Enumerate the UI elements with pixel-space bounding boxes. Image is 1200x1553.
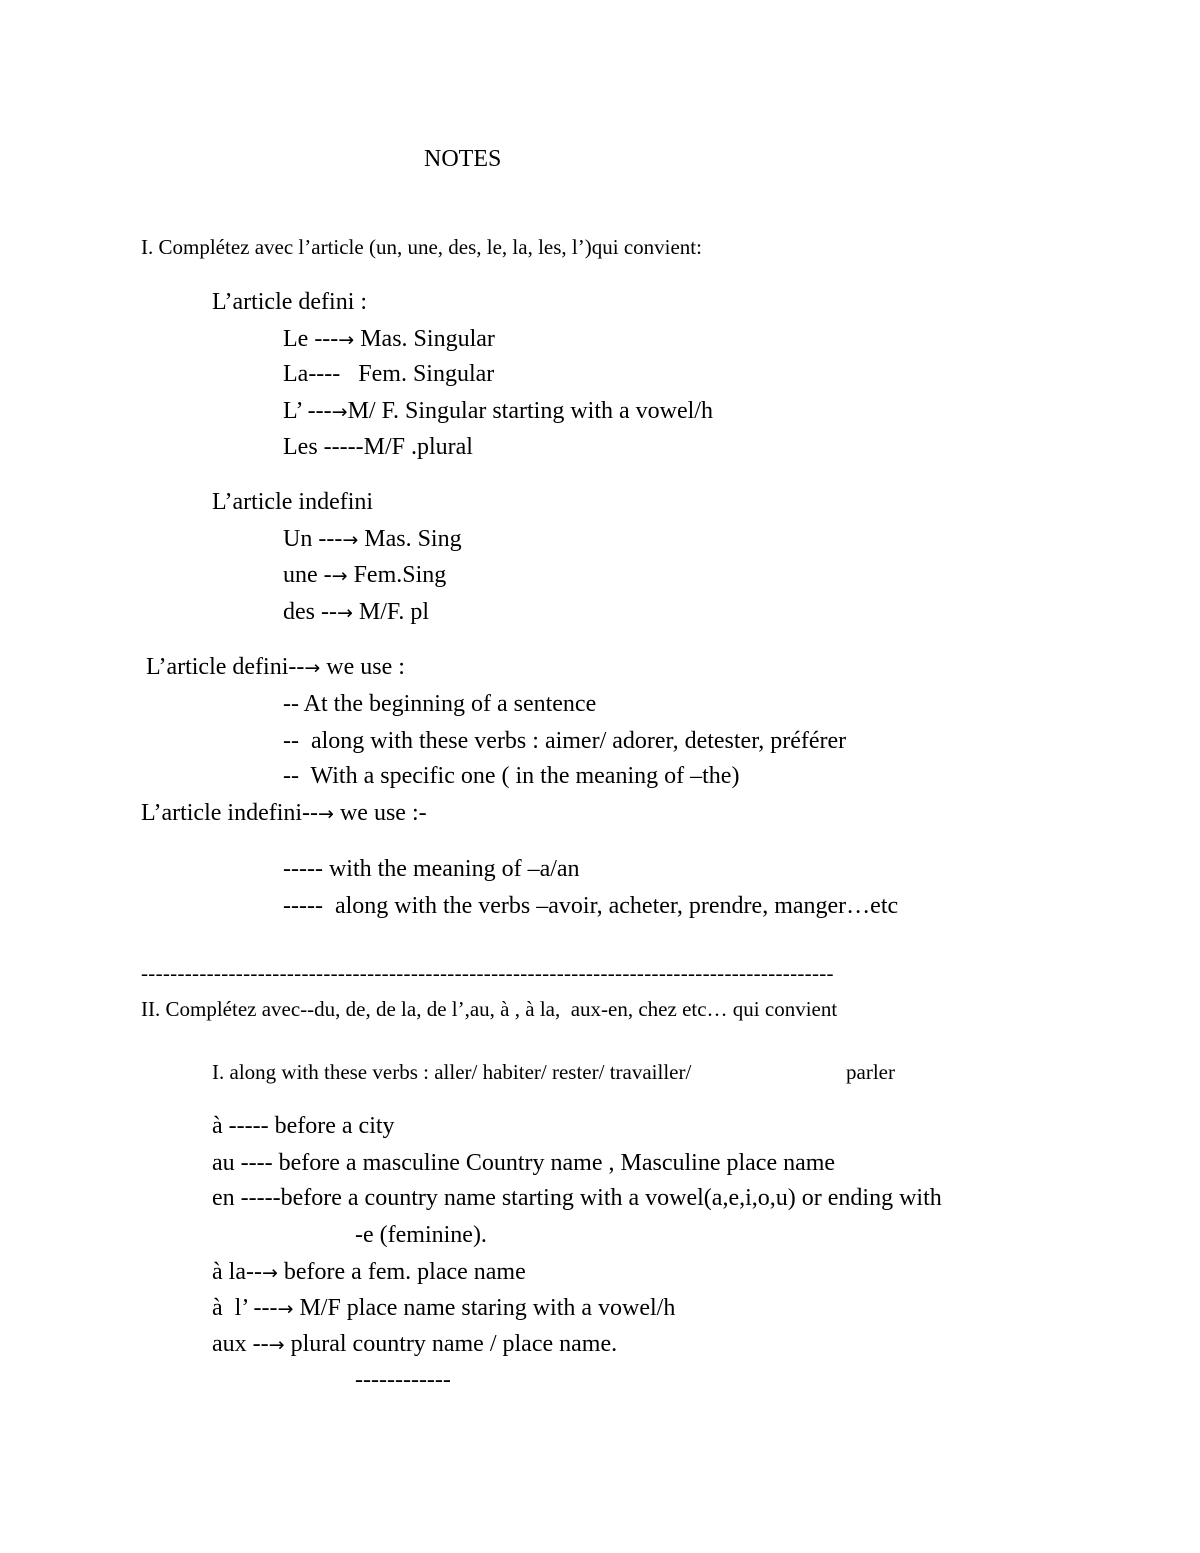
arrow-right-icon: → bbox=[338, 329, 355, 351]
rule-text: M/F place name staring with a vowel/h bbox=[293, 1295, 676, 1321]
arrow-right-icon: → bbox=[304, 657, 321, 679]
definite-article-label: L’article defini : bbox=[212, 289, 368, 315]
rule-prefix: à la-- bbox=[212, 1259, 262, 1285]
usage-definite-item: -- along with these verbs : aimer/ adorer, detester, préférer bbox=[283, 728, 847, 754]
definite-row-le bbox=[283, 327, 495, 351]
row-text: Fem.Sing bbox=[347, 562, 447, 588]
usage-indefinite-item: ----- with the meaning of –a/an bbox=[283, 856, 580, 882]
definite-row-les: Les -----M/F .plural bbox=[283, 434, 473, 460]
rule-prefix: aux -- bbox=[212, 1331, 269, 1357]
arrow-right-icon: → bbox=[331, 565, 348, 587]
usage-definite-item: -- With a specific one ( in the meaning of –the) bbox=[283, 763, 740, 789]
row-prefix: une - bbox=[283, 562, 332, 588]
usage-definite-item: -- At the beginning of a sentence bbox=[283, 691, 597, 717]
usage-indefinite-heading bbox=[141, 801, 427, 825]
section-separator: ----------------------------------------------------------------------------------------------- bbox=[141, 961, 834, 985]
section-2-subheading: I. along with these verbs : aller/ habiter/ rester/ travailler/ bbox=[212, 1060, 692, 1084]
section-2-heading: II. Complétez avec--du, de, de la, de l’,au, à , à la, aux-en, chez etc… qui convient bbox=[141, 997, 838, 1021]
usage-indefinite-item: ----- along with the verbs –avoir, acheter, prendre, manger…etc bbox=[283, 893, 899, 919]
usage-text: we use : bbox=[320, 654, 405, 680]
indefinite-article-label: L’article indefini bbox=[212, 489, 374, 515]
usage-prefix: L’article defini-- bbox=[146, 654, 305, 680]
usage-definite-heading bbox=[146, 655, 405, 679]
indefinite-row-des bbox=[283, 600, 429, 624]
row-text: Mas. Sing bbox=[358, 526, 462, 552]
row-prefix: Un --- bbox=[283, 526, 343, 552]
row-prefix: des -- bbox=[283, 599, 337, 625]
rule-a-l bbox=[212, 1296, 675, 1320]
rule-aux bbox=[212, 1332, 617, 1356]
row-prefix: Le --- bbox=[283, 326, 339, 352]
definite-row-l bbox=[283, 399, 713, 423]
arrow-right-icon: → bbox=[331, 401, 348, 423]
rule-au: au ---- before a masculine Country name , Masculine place name bbox=[212, 1150, 836, 1176]
definite-row-la: La---- Fem. Singular bbox=[283, 361, 495, 387]
arrow-right-icon: → bbox=[277, 1298, 294, 1320]
row-prefix: L’ --- bbox=[283, 398, 332, 424]
indefinite-row-une bbox=[283, 563, 446, 587]
usage-text: we use :- bbox=[333, 800, 427, 826]
section-1-heading: I. Complétez avec l’article (un, une, des, le, la, les, l’)qui convient: bbox=[141, 235, 702, 259]
indefinite-row-un bbox=[283, 527, 462, 551]
row-text: M/ F. Singular starting with a vowel/h bbox=[347, 398, 713, 424]
end-dashes: ------------ bbox=[355, 1367, 451, 1393]
arrow-right-icon: → bbox=[336, 602, 353, 624]
rule-prefix: à l’ --- bbox=[212, 1295, 278, 1321]
usage-prefix: L’article indefini-- bbox=[141, 800, 319, 826]
rule-en: en -----before a country name starting with a vowel(a,e,i,o,u) or ending with bbox=[212, 1185, 942, 1211]
arrow-right-icon: → bbox=[342, 529, 359, 551]
arrow-right-icon: → bbox=[261, 1262, 278, 1284]
page-title: NOTES bbox=[424, 146, 502, 172]
rule-a-la bbox=[212, 1260, 526, 1284]
rule-en-continued: -e (feminine). bbox=[355, 1222, 487, 1248]
rule-text: before a fem. place name bbox=[277, 1259, 526, 1285]
row-text: M/F. pl bbox=[352, 599, 430, 625]
rule-text: plural country name / place name. bbox=[284, 1331, 618, 1357]
section-2-subheading-extra: parler bbox=[846, 1060, 895, 1084]
arrow-right-icon: → bbox=[268, 1334, 285, 1356]
row-text: Mas. Singular bbox=[354, 326, 495, 352]
rule-a: à ----- before a city bbox=[212, 1113, 395, 1139]
arrow-right-icon: → bbox=[318, 803, 334, 825]
